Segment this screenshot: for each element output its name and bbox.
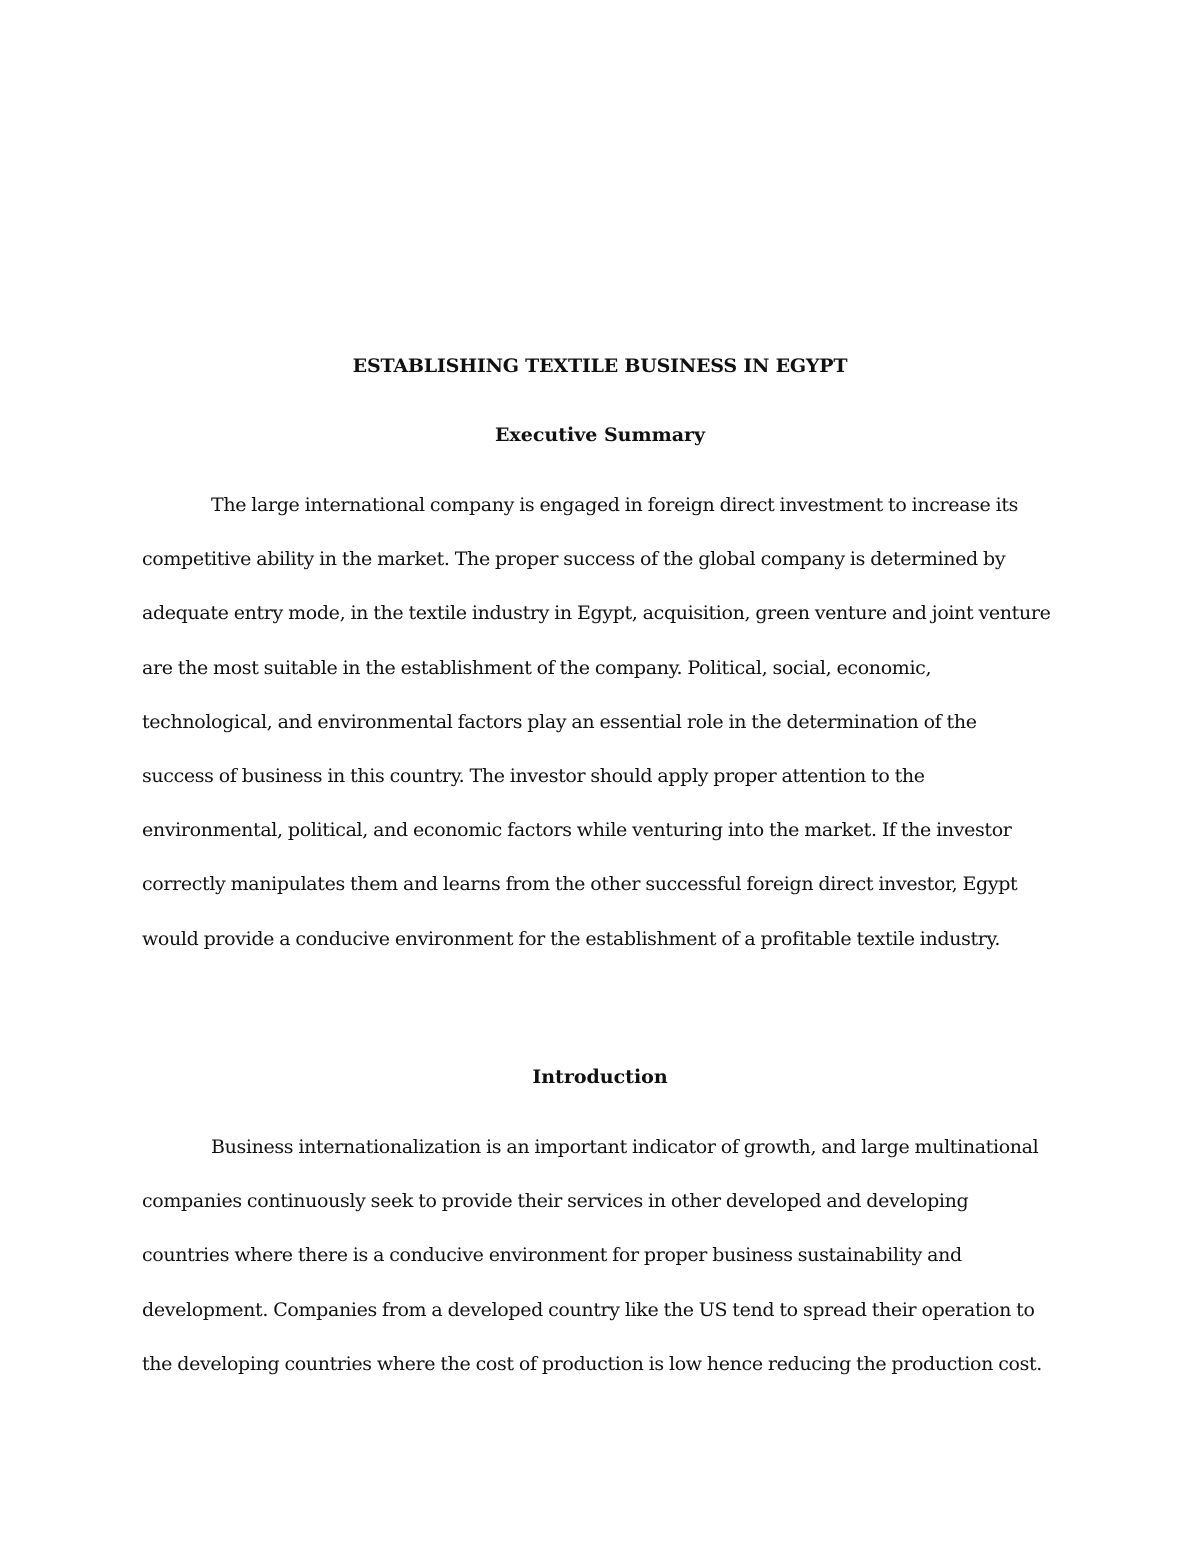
paragraph-line: adequate entry mode, in the textile industry in Egypt, acquisition, green venture and joint venture [142, 602, 1051, 625]
paragraph-line: environmental, political, and economic factors while venturing into the market. If the investor [142, 819, 1012, 842]
paragraph-line: The large international company is engaged in foreign direct investment to increase its [211, 494, 1019, 516]
paragraph-line: countries where there is a conducive environment for proper business sustainability and [142, 1244, 962, 1267]
document-title: ESTABLISHING TEXTILE BUSINESS IN EGYPT [352, 355, 848, 377]
paragraph-introduction [142, 1120, 1072, 1391]
paragraph-line: the developing countries where the cost of production is low hence reducing the production cost. [142, 1352, 1042, 1375]
paragraph-line: would provide a conducive environment for the establishment of a profitable textile industry. [142, 927, 1001, 950]
section-heading-introduction: Introduction [532, 1066, 668, 1088]
paragraph-line: development. Companies from a developed country like the US tend to spread their operation to [142, 1298, 1035, 1321]
paragraph-line: Business internationalization is an important indicator of growth, and large multinational [211, 1136, 1039, 1158]
paragraph-line: competitive ability in the market. The proper success of the global company is determined by [142, 548, 1006, 571]
paragraph-line: correctly manipulates them and learns from the other successful foreign direct investor, Egypt [142, 873, 1018, 896]
paragraph-line: companies continuously seek to provide their services in other developed and developing [142, 1190, 969, 1213]
paragraph-executive-summary [142, 478, 1072, 966]
paragraph-line: success of business in this country. The investor should apply proper attention to the [142, 765, 925, 788]
section-heading-executive-summary: Executive Summary [494, 424, 706, 446]
paragraph-line: technological, and environmental factors play an essential role in the determination of the [142, 710, 977, 733]
paragraph-line: are the most suitable in the establishment of the company. Political, social, economic, [142, 656, 932, 679]
